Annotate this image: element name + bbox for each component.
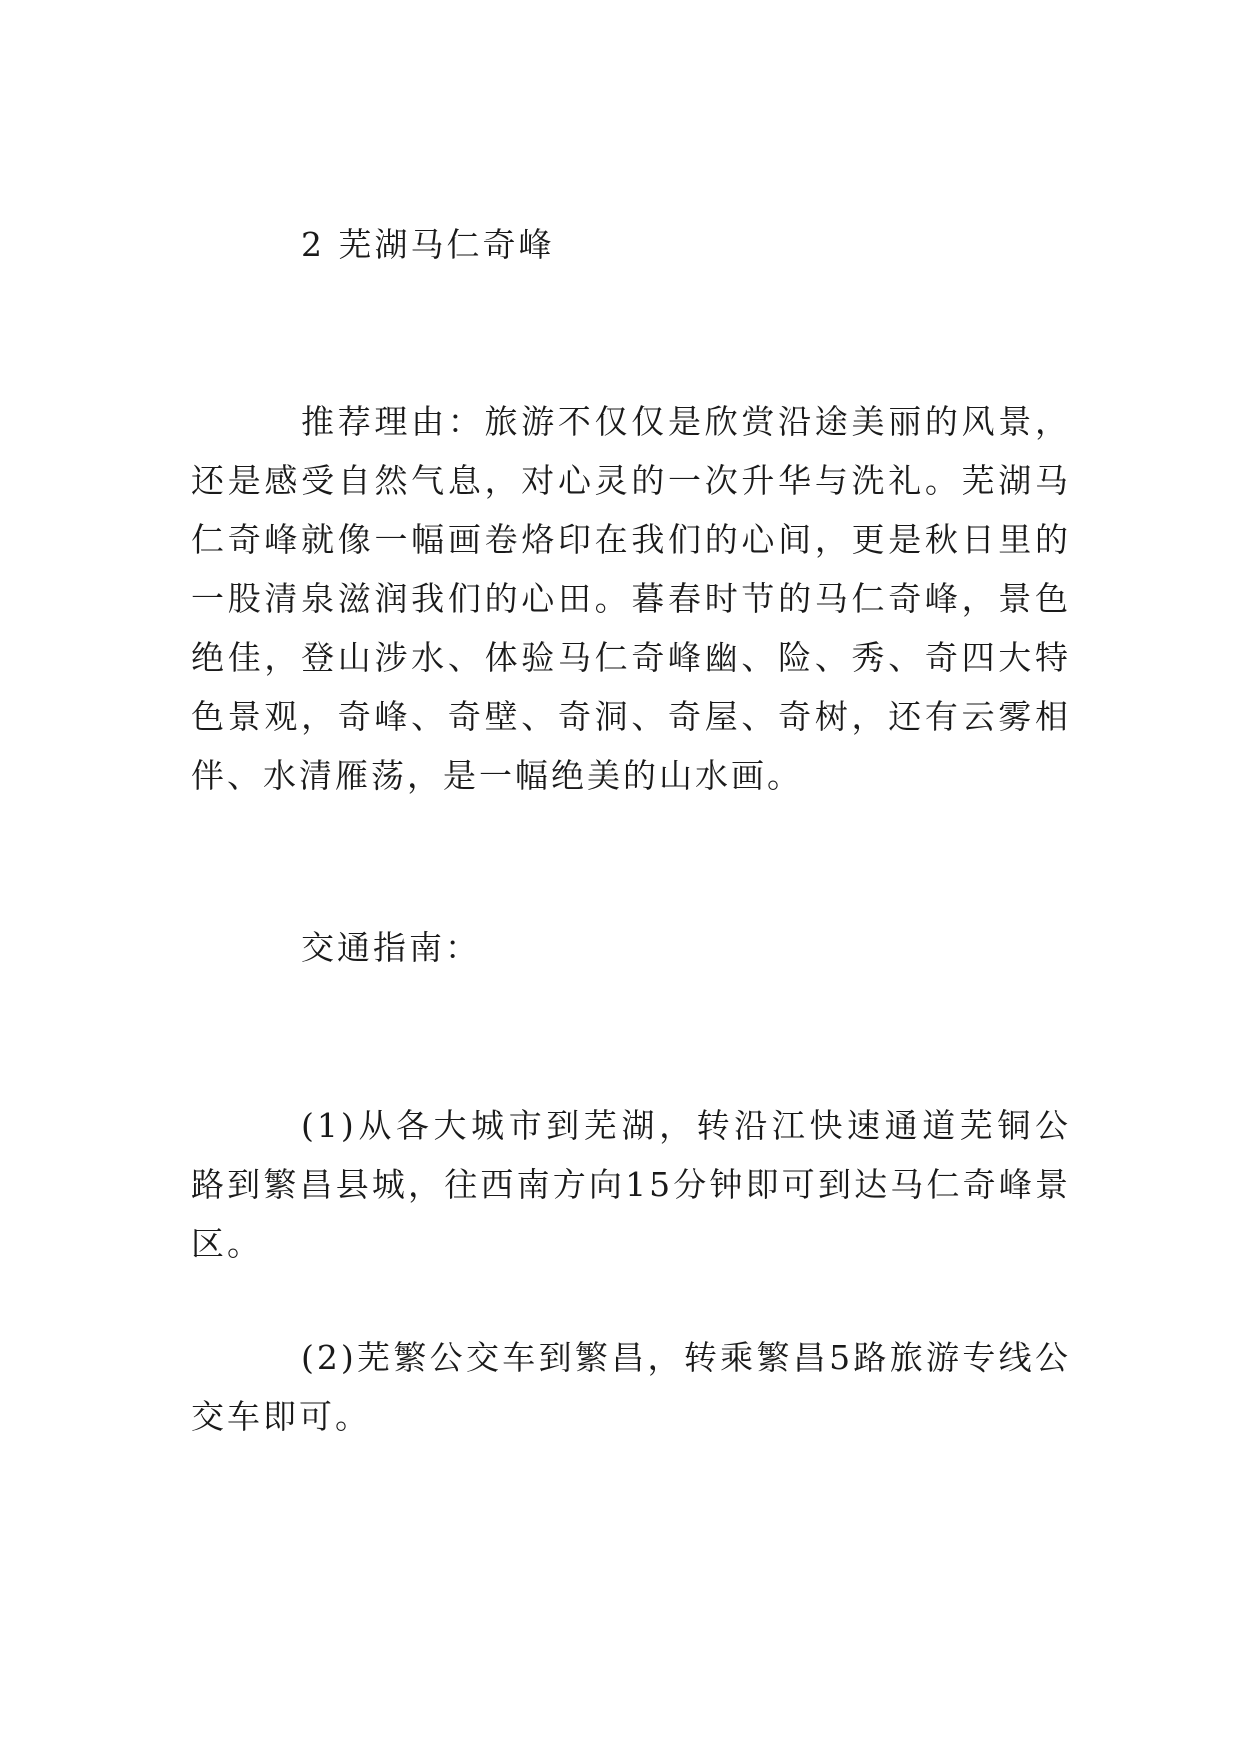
route-1-paragraph: (1)从各大城市到芜湖，转沿江快速通道芜铜公路到繁昌县城，往西南方向15分钟即可到达马仁奇峰景区。 [191, 1106, 1071, 1263]
route-2-paragraph: (2)芜繁公交车到繁昌，转乘繁昌5路旅游专线公交车即可。 [191, 1338, 1071, 1436]
section-heading: 2 芜湖马仁奇峰 [301, 225, 555, 264]
recommendation-paragraph: 推荐理由：旅游不仅仅是欣赏沿途美丽的风景，还是感受自然气息，对心灵的一次升华与洗礼。芜湖马仁奇峰就像一幅画卷烙印在我们的心间，更是秋日里的一股清泉滋润我们的心田。暮春时节的马仁奇峰，景色绝佳，登山涉水、体验马仁奇峰幽、险、秀、奇四大特色景观，奇峰、奇壁、奇洞、奇屋、奇树，还有云雾相伴、水清雁荡，是一幅绝美的山水画。 [191, 402, 1071, 795]
transport-heading: 交通指南： [301, 928, 481, 967]
